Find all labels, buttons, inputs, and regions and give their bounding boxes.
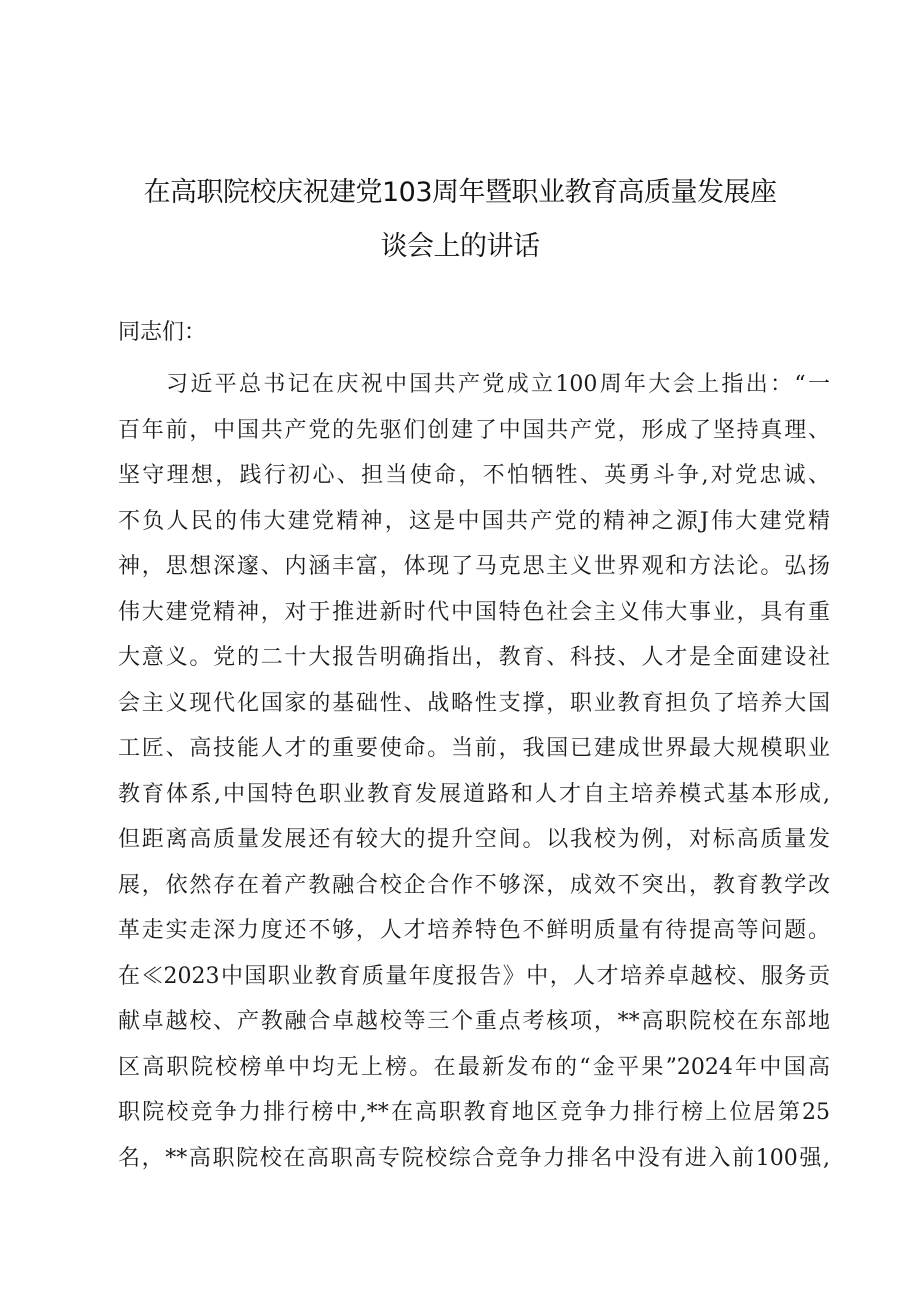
salutation: 同志们： (118, 320, 207, 345)
title-line-1: 在高职院校庆祝建党103周年暨职业教育高质量发展座 (143, 177, 777, 208)
body-line: 会主义现代化国家的基础性、战略性支撑，职业教育担负了培养大国 (118, 690, 830, 716)
body-line: 习近平总书记在庆祝中国共产党成立100周年大会上指出：“一 (166, 372, 830, 397)
body-line: 但距离高质量发展还有较大的提升空间。以我校为例，对标高质量发 (118, 827, 830, 852)
body-line: 大意义。党的二十大报告明确指出，教育、科技、人才是全面建设社 (118, 645, 830, 670)
body-line: 革走实走深力度还不够，人才培养特色不鲜明质量有待提高等问题。 (118, 918, 830, 943)
body-line: 教育体系,中国特色职业教育发展道路和人才自主培养模式基本形成, (118, 781, 830, 807)
body-line: 百年前，中国共产党的先驱们创建了中国共产党，形成了坚持真理、 (118, 417, 830, 443)
body-line: 坚守理想，践行初心、担当使命，不怕牺牲、英勇斗争,对党忠诚、 (118, 463, 830, 488)
body-line: 伟大建党精神，对于推进新时代中国特色社会主义伟大事业，具有重 (118, 599, 830, 625)
body-line: 神，思想深邃、内涵丰富，体现了马克思主义世界观和方法论。弘扬 (118, 554, 830, 579)
body-line: 职院校竞争力排行榜中,**在高职教育地区竞争力排行榜上位居第25 (118, 1100, 830, 1125)
body-line: 献卓越校、产教融合卓越校等三个重点考核项，**高职院校在东部地 (118, 1009, 830, 1034)
body-line: 名，**高职院校在高职高专院校综合竞争力排名中没有进入前100强, (118, 1145, 830, 1171)
body-line: 不负人民的伟大建党精神，这是中国共产党的精神之源J伟大建党精 (118, 508, 830, 534)
body-line: 在≪2023中国职业教育质量年度报告》中，人才培养卓越校、服务贡 (118, 963, 830, 989)
body-line: 工匠、高技能人才的重要使命。当前，我国已建成世界最大规模职业 (118, 736, 830, 761)
body-line: 区高职院校榜单中均无上榜。在最新发布的“金平果”2024年中国高 (118, 1054, 830, 1080)
title-line-2: 谈会上的讲话 (380, 231, 540, 262)
body-line: 展，依然存在着产教融合校企合作不够深，成效不突出，教育教学改 (118, 872, 830, 898)
body-paragraph (118, 362, 830, 1181)
document-title (90, 166, 830, 274)
